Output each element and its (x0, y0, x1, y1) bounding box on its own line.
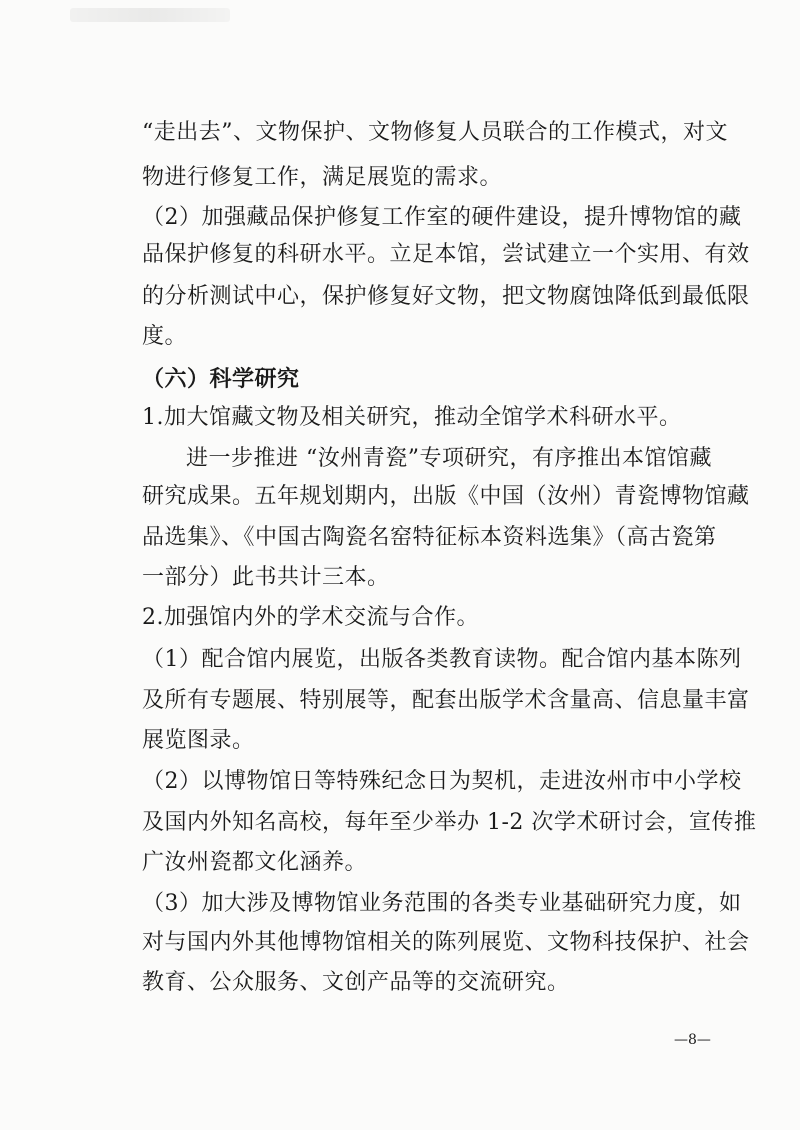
scan-artifact (70, 8, 230, 22)
paragraph-line: 广汝州瓷都文化涵养。 (142, 850, 368, 875)
paragraph-line: 品选集》、《中国古陶瓷名窑特征标本资料选集》（高古瓷第 (142, 525, 717, 550)
paragraph-line: 品保护修复的科研水平。立足本馆，尝试建立一个实用、有效 (142, 242, 750, 267)
paragraph-line: 的分析测试中心，保护修复好文物，把文物腐蚀降低到最低限 (142, 284, 750, 309)
paragraph-line: 进一步推进 “汝州青瓷”专项研究，有序推出本馆馆藏 (186, 446, 712, 471)
section-heading: （六）科学研究 (142, 366, 300, 392)
paragraph-line: （2）以博物馆日等特殊纪念日为契机，走进汝州市中小学校 (142, 769, 742, 794)
paragraph-line: 教育、公众服务、文创产品等的交流研究。 (142, 970, 570, 995)
subsection-heading: 1.加大馆藏文物及相关研究，推动全馆学术科研水平。 (142, 405, 682, 430)
paragraph-line: 一部分）此书共计三本。 (142, 565, 390, 590)
paragraph-line: （1）配合馆内展览，出版各类教育读物。配合馆内基本陈列 (142, 647, 742, 672)
paragraph-line: 物进行修复工作，满足展览的需求。 (142, 165, 503, 190)
paragraph-line: 及国内外知名高校，每年至少举办 1-2 次学术研讨会，宣传推 (142, 810, 757, 835)
paragraph-line: 度。 (142, 324, 188, 349)
paragraph-line: 及所有专题展、特别展等，配套出版学术含量高、信息量丰富 (142, 688, 750, 713)
paragraph-line: 展览图录。 (142, 728, 255, 753)
paragraph-line: （3）加大涉及博物馆业务范围的各类专业基础研究力度，如 (142, 891, 742, 916)
subsection-heading: 2.加强馆内外的学术交流与合作。 (142, 605, 479, 630)
paragraph-line: “走出去”、文物保护、文物修复人员联合的工作模式，对文 (142, 120, 728, 145)
paragraph-line: （2）加强藏品保护修复工作室的硬件建设，提升博物馆的藏 (142, 205, 742, 230)
paragraph-line: 研究成果。五年规划期内，出版《中国（汝州）青瓷博物馆藏 (142, 484, 750, 509)
paragraph-line: 对与国内外其他博物馆相关的陈列展览、文物科技保护、社会 (142, 930, 750, 955)
page-number: —8— (674, 1032, 711, 1048)
